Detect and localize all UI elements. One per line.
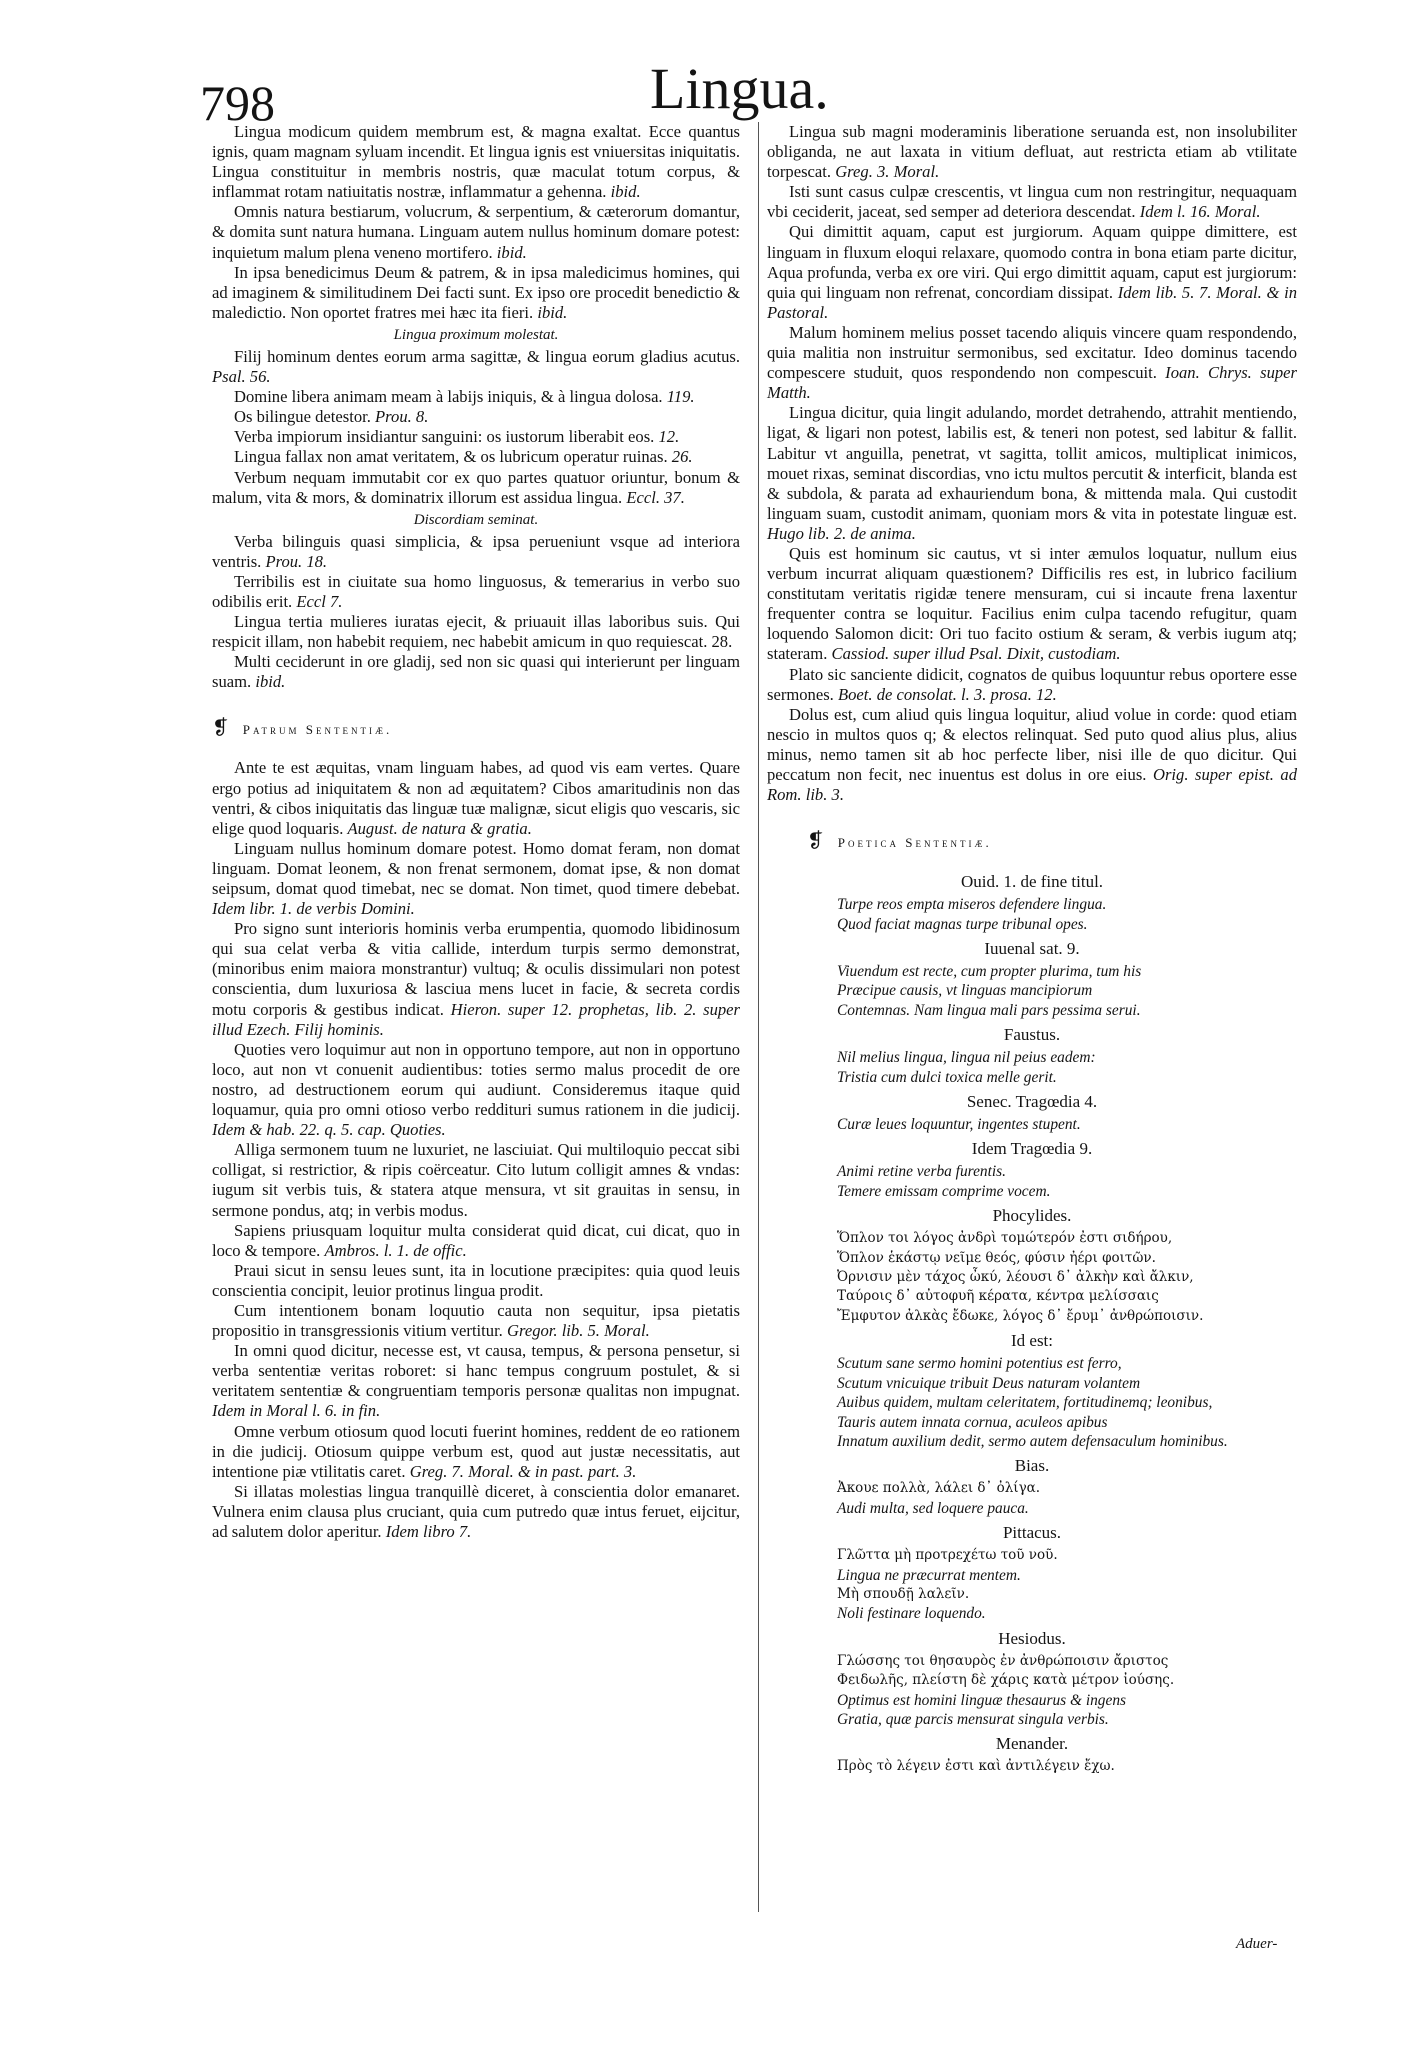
greek-verse-line: Ὅπλον τοι λόγος ἀνδρὶ τομώτερόν ἐστι σιδήρου,: [837, 1230, 1173, 1247]
paragraph: Praui sicut in sensu leues sunt, ita in locutione præcipites: quia quod leuis conscientia concipit, leuior protinus lingua prodit.: [212, 1260, 740, 1300]
paragraph: Omnis natura bestiarum, volucrum, & serpentium, & cæterorum domantur, & domita sunt natura humana. Linguam autem nullus hominum domare potest: inquietum malum plena veneno mortifero. ibid.: [212, 202, 740, 262]
greek-verse-line: Ἔμφυτον ἀλκὰς ἔδωκε, λόγος δ᾽ ἔρυμ᾽ ἀνθρώποισιν.: [837, 1307, 1204, 1324]
page-number: 798: [200, 75, 275, 131]
paragraph: Quoties vero loquimur aut non in opportuno tempore, aut non in opportuno loco, aut non vt conuenit audientibus: toties sermo malus procedit de ore nostro, ad destructionem eorum qui audiunt. Consideremus itaque quid loquamur, quia pro omni otioso verbo reddituri sumus rationem in die judicij. Idem & hab. 22. q. 5. cap. Quoties.: [212, 1039, 740, 1140]
verse-line: Turpe reos empta miseros defendere lingua.: [837, 896, 1107, 914]
paragraph: Lingua fallax non amat veritatem, & os lubricum operatur ruinas. 26.: [234, 447, 693, 467]
paragraph: Plato sic sanciente didicit, cognatos de quibus loquuntur rebus oportere esse sermones. Boet. de consolat. l. 3. prosa. 12.: [767, 664, 1297, 704]
verse-line: Temere emissam comprime vocem.: [837, 1182, 1051, 1200]
greek-verse-line: Γλώσσης τοι θησαυρὸς ἐν ἀνθρώποισιν ἄριστος: [837, 1652, 1169, 1669]
author-heading: Bias.: [1014, 1456, 1050, 1476]
greek-verse-line: Γλῶττα μὴ προτρεχέτω τοῦ νοῦ.: [837, 1547, 1058, 1564]
verse-line: Scutum vnicuique tribuit Deus naturam volantem: [837, 1374, 1141, 1392]
subheading: Lingua proximum molestat.: [393, 326, 559, 343]
section-heading: ❡ Poetica Sententiæ.: [807, 830, 992, 853]
verse-line: Quod faciat magnas turpe tribunal opes.: [837, 915, 1088, 933]
verse-line: Lingua ne præcurrat mentem.: [837, 1566, 1021, 1584]
paragraph: Linguam nullus hominum domare potest. Homo domat feram, non domat linguam. Domat leonem, & non frenat sermonem, domat ipse, & non domat seipsum, domat quod timebat, nec se domat. Non timet, quod timere debebat. Idem libr. 1. de verbis Domini.: [212, 838, 740, 919]
paragraph: Sapiens priusquam loquitur multa considerat quid dicat, cui dicat, quo in loco & tempore. Ambros. l. 1. de offic.: [212, 1220, 740, 1260]
verse-line: Contemnas. Nam lingua mali pars pessima serui.: [837, 1001, 1141, 1019]
paragraph: Multi ceciderunt in ore gladij, sed non sic quasi qui interierunt per linguam suam. ibid.: [212, 652, 740, 692]
author-heading: Id est:: [1010, 1331, 1054, 1351]
paragraph: Domine libera animam meam à labijs iniquis, & à lingua dolosa. 119.: [234, 387, 695, 407]
author-heading: Iuuenal sat. 9.: [984, 939, 1080, 958]
paragraph: Qui dimittit aquam, caput est jurgiorum. Aquam quippe dimittere, est linguam in fluxum eloqui relaxare, quomodo contra in bona etiam parte dicitur, Aqua profunda, verba ex ore viri. Qui ergo dimittit aquam, caput est jurgiorum: quia qui linguam non refrenat, concordiam dissipat. Idem lib. 5. 7. Moral. & in Pastoral.: [767, 222, 1297, 322]
verse-line: Scutum sane sermo homini potentius est ferro,: [837, 1355, 1122, 1373]
right-column: [758, 122, 1297, 1912]
paragraph: Lingua sub magni moderaminis liberatione seruanda est, non insolubiliter obliganda, ne aut laxata in vitium defluat, aut restricta etiam ab vtilitate torpescat. Greg. 3. Moral.: [767, 122, 1297, 182]
paragraph: Alliga sermonem tuum ne luxuriet, ne lasciuiat. Qui multiloquio peccat sibi colligat, si restrictior, & ripis coërceatur. Cito lutum colligit amnes & vndas: iugum sit verbis tuis, & statera atque mensura, vt sit grauitas in sensu, in sermone pondus, atq; in verbis modus.: [212, 1140, 740, 1220]
verse-line: Innatum auxilium dedit, sermo autem defensaculum hominibus.: [837, 1432, 1228, 1450]
paragraph: Ante te est æquitas, vnam linguam habes, ad quod vis eam vertes. Quare ergo potius ad iniquitatem & non ad æquitatem? Cibos amaritudinis non das ventri, & cibos iniquitatis das linguæ tuæ malignæ, sicut eligis quo vescaris, sic elige quod loquaris. August. de natura & gratia.: [212, 758, 740, 838]
author-heading: Idem Tragœdia 9.: [971, 1139, 1093, 1159]
verse-line: Viuendum est recte, cum propter plurima, tum his: [837, 963, 1142, 980]
verse-line: Curæ leues loquuntur, ingentes stupent.: [837, 1116, 1081, 1134]
author-heading: Pittacus.: [1002, 1523, 1062, 1543]
author-heading: Ouid. 1. de fine titul.: [960, 872, 1104, 892]
verse-line: Auibus quidem, multam celeritatem, fortitudinemq; leonibus,: [837, 1394, 1213, 1412]
greek-verse-line: Πρὸς τὸ λέγειν ἐστι καὶ ἀντιλέγειν ἔχω.: [837, 1758, 1115, 1775]
verse-line: Tristia cum dulci toxica melle gerit.: [837, 1068, 1057, 1086]
paragraph: Malum hominem melius posset tacendo aliquis vincere quam respondendo, quia malitia non instruitur sermonibus, sed excitatur. Ideo dominus tacendo compescere studuit, quos respondendo non compescuit. Ioan. Chrys. super Matth.: [767, 322, 1297, 403]
subheading: Discordiam seminat.: [413, 511, 539, 528]
paragraph: Lingua tertia mulieres iuratas ejecit, & priuauit illas laboribus suis. Qui respicit illam, non habebit requiem, nec habebit amicum in quo requiescat. 28.: [212, 612, 740, 652]
greek-verse-line: Μὴ σπουδῇ λαλεῖν.: [837, 1585, 970, 1602]
paragraph: In omni quod dicitur, necesse est, vt causa, tempus, & persona pensetur, si verba sententiæ veritas roboret: si hanc tempus congruum postulet, & si veritatem sententiæ & congruentiam temporis personæ qualitas non impugnat. Idem in Moral l. 6. in fin.: [212, 1341, 740, 1421]
paragraph: In ipsa benedicimus Deum & patrem, & in ipsa maledicimus homines, qui ad imaginem & similitudinem Dei facti sunt. Ex ipso ore procedit benedictio & maledictio. Non oportet fratres mei hæc ita fieri. ibid.: [212, 262, 740, 322]
author-heading: Phocylides.: [992, 1206, 1072, 1226]
verse-line: Nil melius lingua, lingua nil peius eadem:: [837, 1049, 1096, 1067]
author-heading: Hesiodus.: [998, 1628, 1066, 1648]
author-heading: Senec. Tragœdia 4.: [966, 1092, 1098, 1112]
paragraph: Verbum nequam immutabit cor ex quo partes quatuor oriuntur, bonum & malum, vita & mors, & dominatrix illorum est assidua lingua. Eccl. 37.: [212, 467, 740, 507]
greek-verse-line: Ταύροις δ᾽ αὐτοφυῆ κέρατα, κέντρα μελίσσαις: [837, 1288, 1159, 1305]
left-column: [212, 122, 740, 1542]
author-heading: Faustus.: [1003, 1025, 1061, 1045]
greek-verse-line: Ὅπλον ἑκάστῳ νεῖμε θεός, φύσιν ἠέρι φοιτῶν.: [837, 1249, 1156, 1266]
paragraph: Omne verbum otiosum quod locuti fuerint homines, reddent de eo rationem in die judicij. Otiosum quippe verbum est, quod aut justæ necessitatis, aut intentione piæ vtilitatis caret. Greg. 7. Moral. & in past. part. 3.: [212, 1421, 740, 1481]
paragraph: Pro signo sunt interioris hominis verba erumpentia, quomodo libidinosum qui sua celat verba & vitia callide, interdum turpis sermo demonstrat, (minoribus enim maiora monstrantur) vultuq; & oculis dissimulari non potest conscientia, dum luxuriosa & lasciua mens lucet in facie, & secreta cordis motu corporis & gestibus indicat. Hieron. super 12. prophetas, lib. 2. super illud Ezech. Filij hominis.: [212, 919, 740, 1039]
paragraph: Quis est hominum sic cautus, vt si inter æmulos loquatur, nullum eius verbum incurrat aliquam quæstionem? Difficilis res est, in lubrico facilium constitutam veritatis rigidæ tenere mensuram, cui si incaute frena laxentur frequenter contra se loquitur. Facilius enim culpa tacendo refugitur, quam loquendo Salomon dicit: Ori tuo facito ostium & seram, & verbis iugum atq; stateram. Cassiod. super illud Psal. Dixit, custodiam.: [767, 543, 1297, 664]
verse-line: Audi multa, sed loquere pauca.: [837, 1499, 1029, 1517]
paragraph: Isti sunt casus culpæ crescentis, vt lingua cum non restringitur, nequaquam vbi ceciderit, jaceat, sed semper ad deteriora descendat. Idem l. 16. Moral.: [767, 182, 1297, 222]
paragraph: Verba bilinguis quasi simplicia, & ipsa perueniunt vsque ad interiora ventris. Prou. 18.: [212, 531, 740, 571]
catchword: Aduer-: [1236, 1936, 1278, 1952]
pilcrow-icon: ❡: [807, 830, 824, 853]
paragraph: Cum intentionem bonam loquutio cauta non sequitur, ipsa pietatis propositio in transgressionis vitium vertitur. Gregor. lib. 5. Moral.: [212, 1300, 740, 1341]
verse-line: Animi retine verba furentis.: [837, 1163, 1006, 1181]
pilcrow-icon: ❡: [212, 717, 229, 740]
running-head-title: Lingua.: [650, 56, 829, 121]
greek-verse-line: Ὀρνισιν μὲν τάχος ὦκύ, λέουσι δ᾽ ἀλκὴν καὶ ἄλκιν,: [837, 1269, 1194, 1286]
section-heading: ❡ Patrum Sententiæ.: [212, 717, 393, 740]
verse-line: Noli festinare loquendo.: [837, 1605, 986, 1623]
paragraph: Terribilis est in ciuitate sua homo linguosus, & temerarius in verbo suo odibilis erit. Eccl 7.: [212, 571, 740, 611]
verse-line: Tauris autem innata cornua, aculeos apibus: [837, 1413, 1108, 1431]
paragraph: Dolus est, cum aliud quis lingua loquitur, aliud volue in corde: quod etiam nescio in multos quos q; & electos relinquat. Sed puto quod alius plus, alius minus, nemo tamen sit ab hoc perfecte liber, nisi ille de quo dicitur. Qui peccatum non fecit, nec inuentus est dolus in ore eius. Orig. super epist. ad Rom. lib. 3.: [767, 704, 1297, 805]
paragraph: Lingua dicitur, quia lingit adulando, mordet detrahendo, attrahit mentiendo, ligat, & ligari non potest, labilis est, & teneri non potest, sed labitur & fallit. Labitur vt anguilla, penetrat, vt sagitta, tollit amicos, multiplicat inimicos, mouet rixas, seminat discordias, vno ictu multos percutit & interficit, blanda est & subdola, & parata ad exhauriendum bona, & mittenda mala. Qui custodit linguam suam, custodit animam, quoniam mors & vita in potestate linguæ est. Hugo lib. 2. de anima.: [767, 403, 1297, 543]
greek-verse-line: Φειδωλῆς, πλείστη δὲ χάρις κατὰ μέτρον ἰούσης.: [837, 1672, 1175, 1689]
greek-verse-line: Ἀκουε πολλὰ, λάλει δ᾽ ὀλίγα.: [837, 1480, 1041, 1497]
verse-line: Optimus est homini linguæ thesaurus & ingens: [837, 1691, 1127, 1709]
verse-line: Præcipue causis, vt linguas mancipiorum: [837, 982, 1093, 1000]
author-heading: Menander.: [995, 1734, 1069, 1754]
paragraph: Os bilingue detestor. Prou. 8.: [234, 407, 429, 427]
paragraph: Verba impiorum insidiantur sanguini: os iustorum liberabit eos. 12.: [234, 427, 680, 447]
paragraph: Si illatas molestias lingua tranquillè diceret, à conscientia dolor emanaret. Vulnera enim clausa plus cruciant, quia cum putredo quæ intus feruet, eijcitur, ad salutem dolor aperitur. Idem libro 7.: [212, 1481, 740, 1541]
paragraph: Lingua modicum quidem membrum est, & magna exaltat. Ecce quantus ignis, quam magnam syluam incendit. Et lingua ignis est vniuersitas iniquitatis. Lingua constituitur in membris nostris, quæ maculat totum corpus, & inflammat rotam natiuitatis nostræ, inflammatur a gehenna. ibid.: [212, 122, 740, 202]
paragraph: Filij hominum dentes eorum arma sagittæ, & lingua eorum gladius acutus. Psal. 56.: [212, 346, 740, 387]
verse-line: Gratia, quæ parcis mensurat singula verbis.: [837, 1710, 1109, 1728]
